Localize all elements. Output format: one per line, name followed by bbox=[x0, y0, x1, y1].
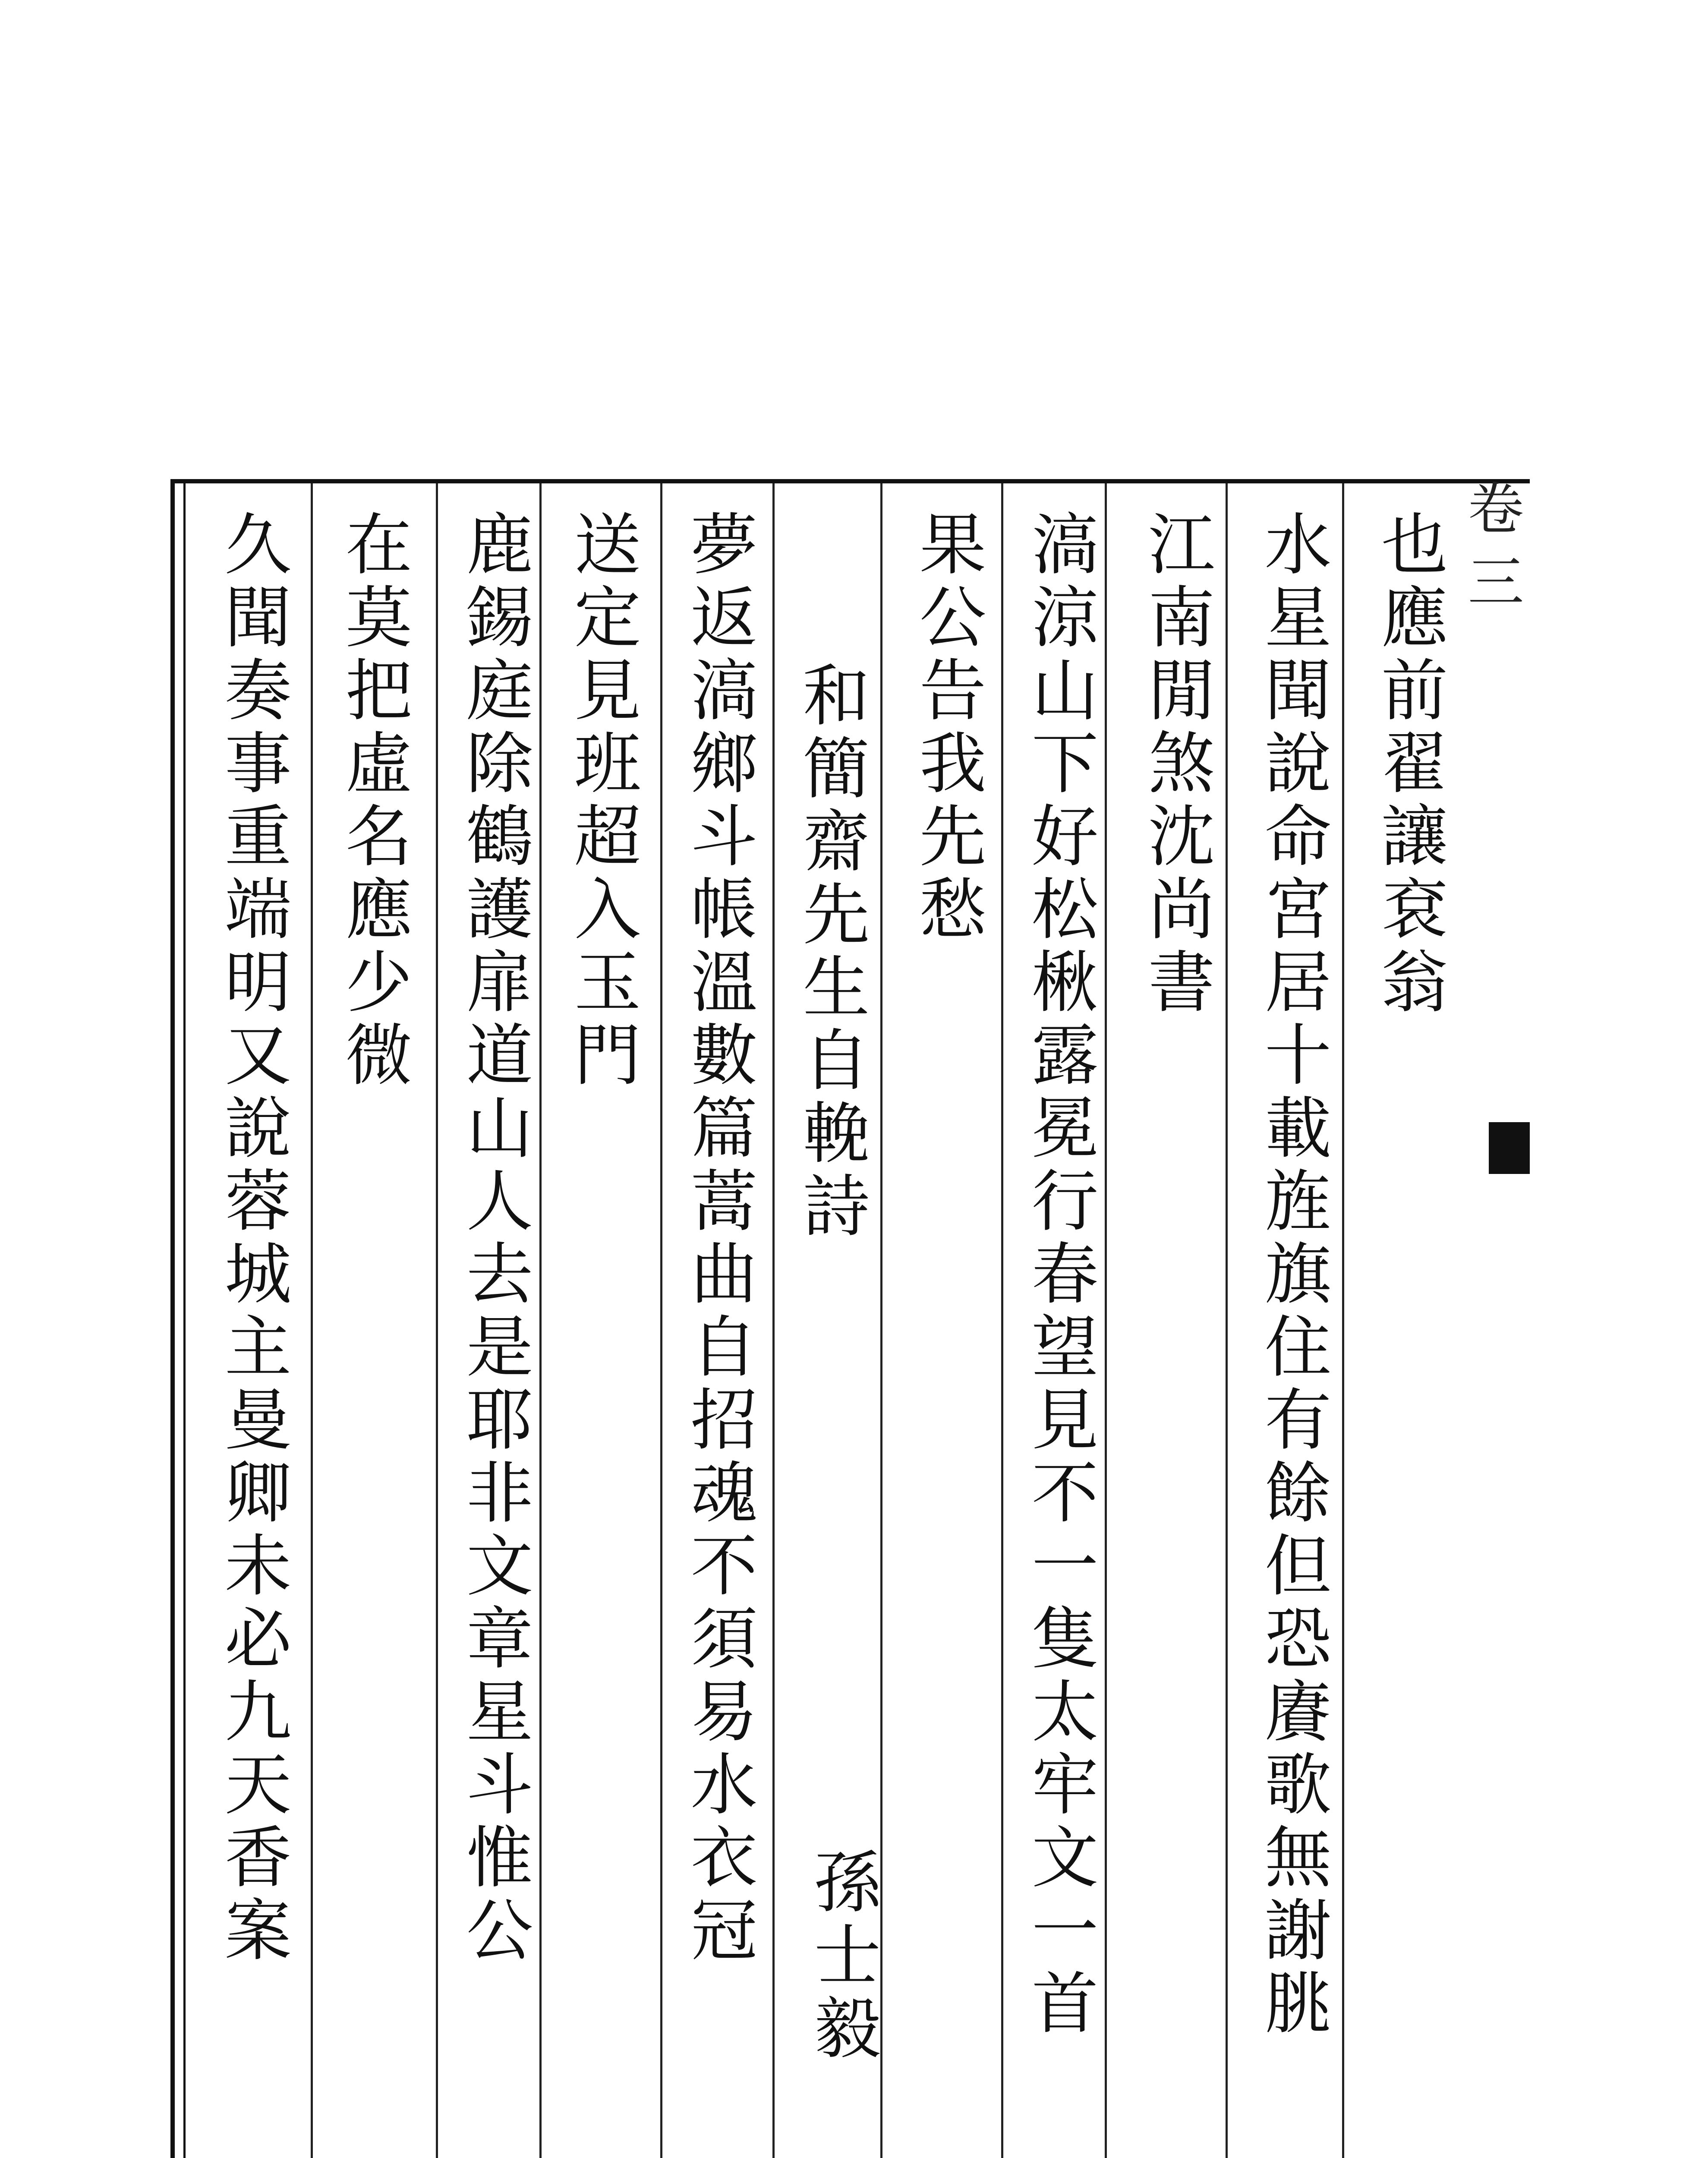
fishtail-mark bbox=[1489, 1122, 1530, 1174]
text-column-8: 送定見班超入玉門 bbox=[563, 509, 641, 1093]
column-divider bbox=[436, 483, 438, 2158]
text-column-7: 夢返滈鄉斗帳溫數篇蒿曲自招魂不須易水衣冠 bbox=[680, 509, 758, 1968]
text-column-3: 江南閒煞沈尚書 bbox=[1137, 509, 1215, 1020]
page-edge-label: 卷三 bbox=[1459, 479, 1524, 626]
column-divider bbox=[1226, 483, 1228, 2158]
poem-author: 孫士毅 bbox=[803, 1847, 881, 2066]
column-divider bbox=[1105, 483, 1107, 2158]
text-column-10: 在莫把虛名應少微 bbox=[334, 509, 413, 1093]
column-divider bbox=[772, 483, 775, 2158]
text-column-11: 久聞奏事重端明又說蓉城主曼卿未必九天香案 bbox=[214, 509, 292, 1968]
text-column-4: 滈涼山下好松楸露冕行春望見不一隻太牢文一首 bbox=[1021, 509, 1099, 2041]
text-column-9: 鹿錫庭除鶴護扉道山人去是耶非文章星斗惟公 bbox=[455, 509, 533, 1968]
column-divider bbox=[1001, 483, 1003, 2158]
inner-border-line bbox=[183, 479, 186, 2158]
text-column-2: 水星聞說命宮居十載旌旗住有餘但恐賡歌無謝朓 bbox=[1254, 509, 1332, 2041]
column-divider bbox=[1342, 483, 1344, 2158]
column-divider bbox=[660, 483, 662, 2158]
text-column-5: 果公告我先愁 bbox=[908, 509, 986, 947]
column-divider bbox=[539, 483, 542, 2158]
column-divider bbox=[311, 483, 313, 2158]
text-column-1: 也應前翟讓袞翁 bbox=[1370, 509, 1448, 1020]
poem-title: 和簡齋先生自輓詩 bbox=[792, 660, 870, 1244]
